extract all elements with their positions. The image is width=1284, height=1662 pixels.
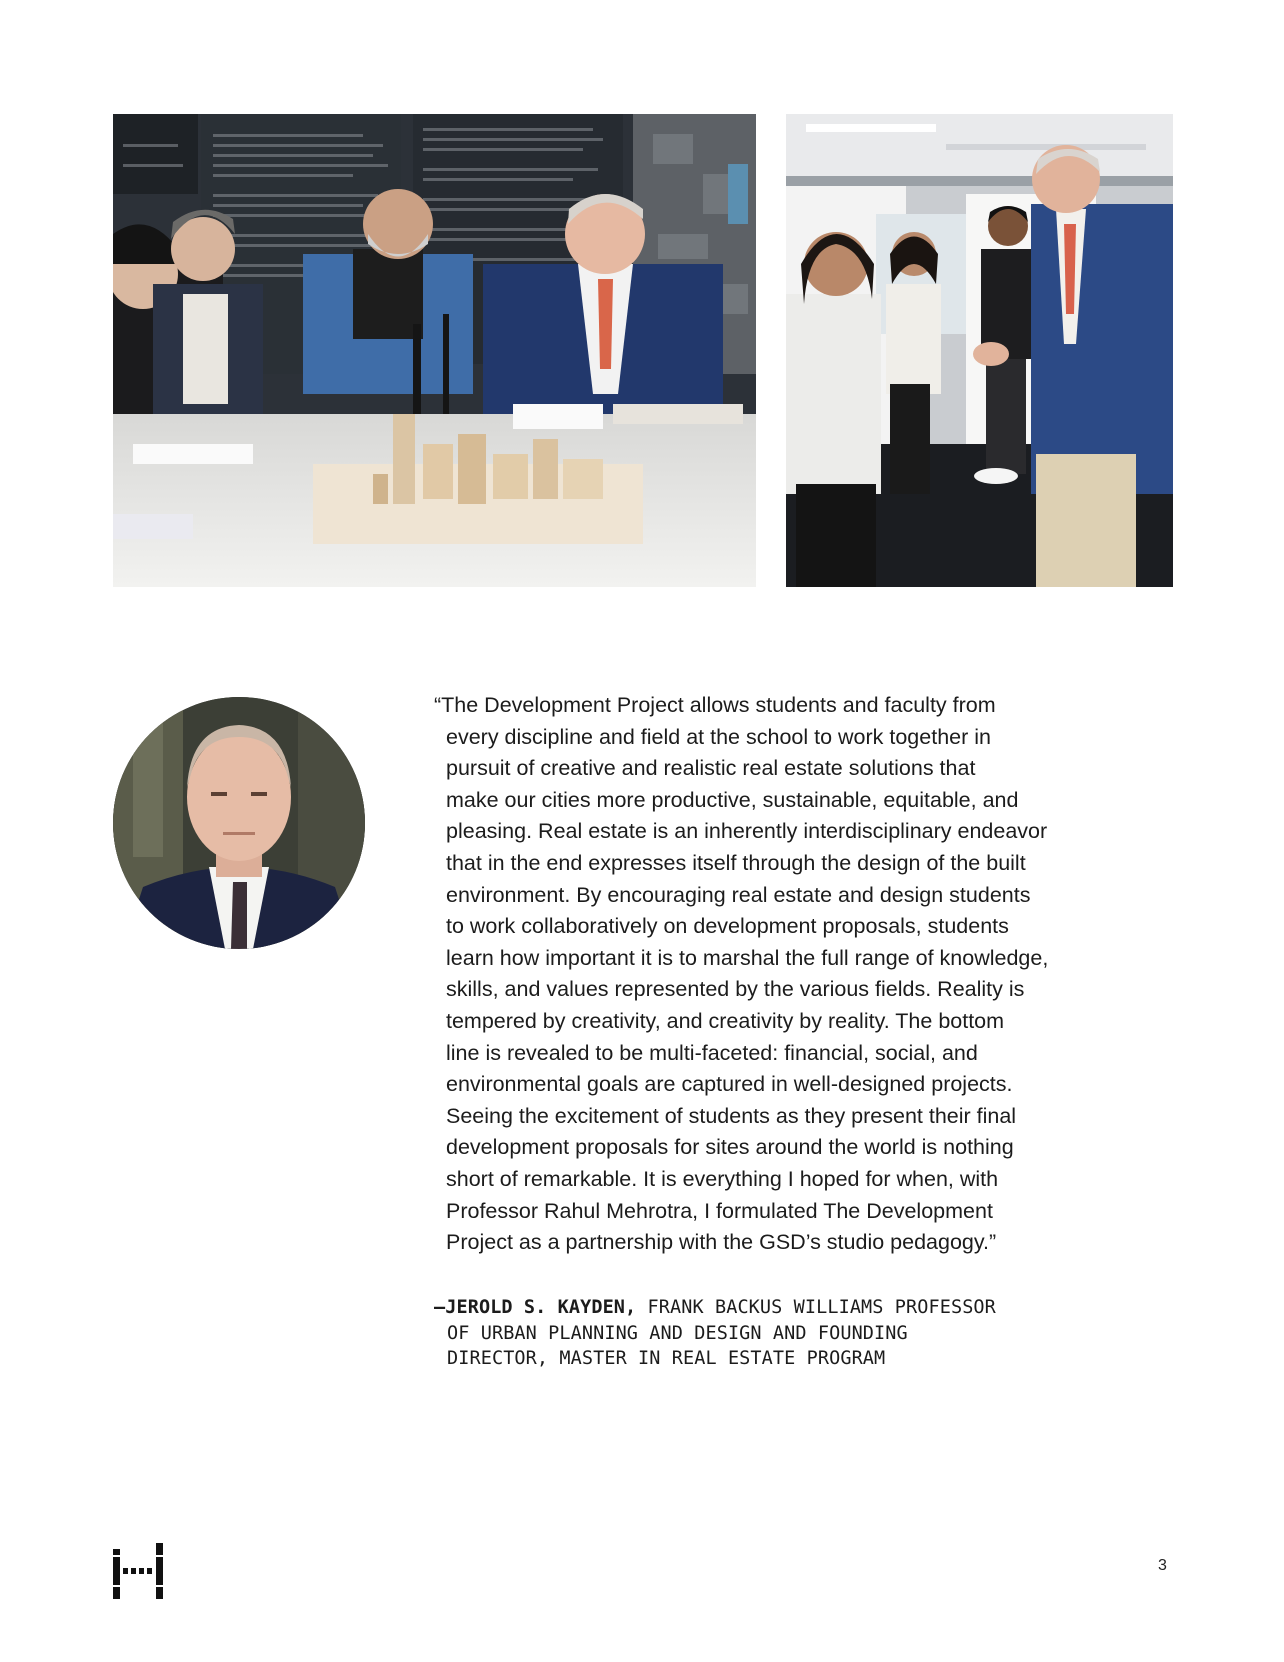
h-logo-graphic bbox=[113, 1543, 163, 1599]
jury-table-photo bbox=[113, 114, 756, 587]
quote-line: pursuit of creative and realistic real estate solutions that bbox=[446, 756, 976, 781]
quote-text bbox=[434, 690, 1114, 1259]
attribution-name: –JEROLD S. KAYDEN, bbox=[434, 1297, 637, 1318]
gallery-conversation-illustration bbox=[786, 114, 1173, 587]
quote-line: Professor Rahul Mehrotra, I formulated The Development bbox=[446, 1198, 993, 1223]
quote-line: “The Development Project allows students and faculty from bbox=[434, 693, 996, 717]
quote-line: pleasing. Real estate is an inherently interdisciplinary endeavor bbox=[446, 819, 1048, 844]
quote-line: environmental goals are captured in well-designed projects. bbox=[446, 1072, 1013, 1097]
attribution-line-2: OF URBAN PLANNING AND DESIGN AND FOUNDING bbox=[447, 1322, 908, 1344]
quote-line: short of remarkable. It is everything I hoped for when, with bbox=[446, 1166, 999, 1191]
quote-line: Project as a partnership with the GSD’s studio pedagogy.” bbox=[446, 1230, 997, 1255]
quote-line: environment. By encouraging real estate and design students bbox=[446, 882, 1031, 907]
gsd-h-logo-icon bbox=[113, 1543, 163, 1599]
speaker-portrait-illustration bbox=[113, 697, 365, 949]
quote-attribution bbox=[434, 1295, 1134, 1372]
quote-line: skills, and values represented by the various fields. Reality is bbox=[446, 977, 1025, 1002]
jury-table-illustration bbox=[113, 114, 756, 587]
quote-line: make our cities more productive, sustainable, equitable, and bbox=[446, 787, 1019, 812]
quote-line: to work collaboratively on development proposals, students bbox=[446, 914, 1009, 939]
quote-line: tempered by creativity, and creativity by reality. The bottom bbox=[446, 1008, 1005, 1033]
quote-line: development proposals for sites around the world is nothing bbox=[446, 1135, 1014, 1160]
attribution-title-part-1: FRANK BACKUS WILLIAMS PROFESSOR bbox=[636, 1297, 996, 1318]
quote-line: line is revealed to be multi-faceted: financial, social, and bbox=[446, 1040, 978, 1065]
attribution-line-3: DIRECTOR, MASTER IN REAL ESTATE PROGRAM bbox=[447, 1348, 886, 1369]
attribution-line-1 bbox=[434, 1295, 1134, 1321]
quote-line: learn how important it is to marshal the full range of knowledge, bbox=[446, 945, 1049, 970]
page-number: 3 bbox=[1158, 1557, 1167, 1574]
quote-line: Seeing the excitement of students as they present their final bbox=[446, 1103, 1017, 1128]
gallery-conversation-photo bbox=[786, 114, 1173, 587]
quote-line: that in the end expresses itself through the design of the built bbox=[446, 850, 1026, 875]
quote-line: every discipline and field at the school to work together in bbox=[446, 724, 991, 749]
speaker-portrait bbox=[113, 697, 365, 949]
